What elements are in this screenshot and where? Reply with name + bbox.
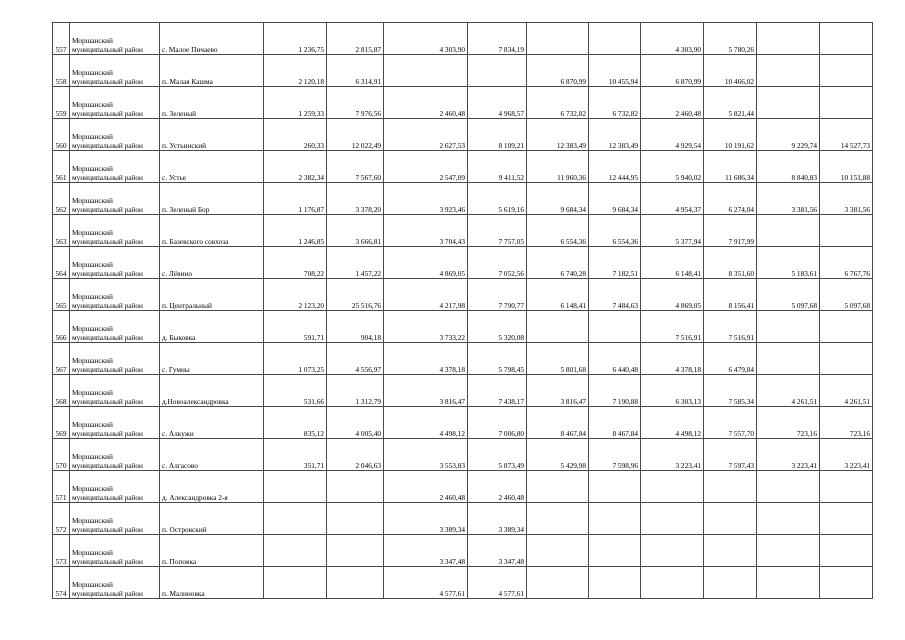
value-cell-c4: 7 790,77 <box>468 279 527 311</box>
value-cell-c10: 4 261,51 <box>820 375 873 407</box>
value-cell-c3: 2 627,53 <box>384 119 468 151</box>
value-cell-c4: 4 577,61 <box>468 567 527 599</box>
value-cell-c2: 7 976,56 <box>327 87 384 119</box>
value-cell-c7: 6 870,99 <box>641 55 704 87</box>
value-cell-c5: 8 467,84 <box>527 407 589 439</box>
row-number-cell: 566 <box>53 311 70 343</box>
value-cell-c3: 4 217,98 <box>384 279 468 311</box>
value-cell-c8 <box>704 567 757 599</box>
value-cell-c8: 10 466,02 <box>704 55 757 87</box>
value-cell-c5: 6 732,82 <box>527 87 589 119</box>
value-cell-c4: 7 757,05 <box>468 215 527 247</box>
row-number-cell: 565 <box>53 279 70 311</box>
value-cell-c8: 7 585,34 <box>704 375 757 407</box>
table-row <box>53 247 873 279</box>
value-cell-c10 <box>820 215 873 247</box>
row-number-cell: 574 <box>53 567 70 599</box>
value-cell-c1 <box>264 567 327 599</box>
value-cell-c6 <box>589 503 641 535</box>
settlement-cell: с. Лёвино <box>160 247 264 279</box>
settlement-cell: п. Центральный <box>160 279 264 311</box>
value-cell-c5: 6 740,28 <box>527 247 589 279</box>
value-cell-c1: 1 246,85 <box>264 215 327 247</box>
settlement-cell: п. Поповка <box>160 535 264 567</box>
settlement-cell: д.Новоалександровка <box>160 375 264 407</box>
value-cell-c2 <box>327 535 384 567</box>
value-cell-c10: 723,16 <box>820 407 873 439</box>
value-cell-c10 <box>820 567 873 599</box>
district-cell: Моршанский муниципальный район <box>70 151 160 183</box>
value-cell-c1: 2 123,20 <box>264 279 327 311</box>
value-cell-c9: 723,16 <box>757 407 820 439</box>
district-cell: Моршанский муниципальный район <box>70 119 160 151</box>
value-cell-c3 <box>384 55 468 87</box>
value-cell-c10 <box>820 503 873 535</box>
value-cell-c4: 3 347,48 <box>468 535 527 567</box>
value-cell-c4: 7 006,80 <box>468 407 527 439</box>
value-cell-c3: 4 577,61 <box>384 567 468 599</box>
row-number-cell: 572 <box>53 503 70 535</box>
value-cell-c10: 3 381,56 <box>820 183 873 215</box>
value-cell-c2: 12 022,49 <box>327 119 384 151</box>
value-cell-c5: 6 554,36 <box>527 215 589 247</box>
value-cell-c8: 11 686,34 <box>704 151 757 183</box>
row-number-cell: 570 <box>53 439 70 471</box>
table-row <box>53 375 873 407</box>
value-cell-c9 <box>757 215 820 247</box>
value-cell-c3: 3 389,34 <box>384 503 468 535</box>
value-cell-c9: 3 381,56 <box>757 183 820 215</box>
value-cell-c5 <box>527 535 589 567</box>
district-cell: Моршанский муниципальный район <box>70 375 160 407</box>
value-cell-c3: 4 498,12 <box>384 407 468 439</box>
value-cell-c3: 3 704,43 <box>384 215 468 247</box>
value-cell-c6: 12 444,95 <box>589 151 641 183</box>
value-cell-c2: 2 815,87 <box>327 23 384 55</box>
value-cell-c6 <box>589 471 641 503</box>
value-cell-c10: 10 151,88 <box>820 151 873 183</box>
district-cell: Моршанский муниципальный район <box>70 343 160 375</box>
table-row <box>53 567 873 599</box>
value-cell-c6: 10 455,94 <box>589 55 641 87</box>
value-cell-c5: 6 148,41 <box>527 279 589 311</box>
value-cell-c5 <box>527 567 589 599</box>
value-cell-c5 <box>527 23 589 55</box>
value-cell-c9 <box>757 567 820 599</box>
value-cell-c8 <box>704 503 757 535</box>
value-cell-c1: 260,33 <box>264 119 327 151</box>
value-cell-c9: 5 183,61 <box>757 247 820 279</box>
row-number-cell: 557 <box>53 23 70 55</box>
row-number-cell: 558 <box>53 55 70 87</box>
value-cell-c2 <box>327 503 384 535</box>
value-cell-c6 <box>589 535 641 567</box>
value-cell-c6: 6 440,48 <box>589 343 641 375</box>
row-number-cell: 563 <box>53 215 70 247</box>
value-cell-c3: 2 547,09 <box>384 151 468 183</box>
value-cell-c9 <box>757 23 820 55</box>
value-cell-c8: 10 191,62 <box>704 119 757 151</box>
table-row <box>53 183 873 215</box>
value-cell-c7 <box>641 535 704 567</box>
value-cell-c6 <box>589 311 641 343</box>
value-cell-c4 <box>468 55 527 87</box>
value-cell-c6: 6 732,82 <box>589 87 641 119</box>
district-cell: Моршанский муниципальный район <box>70 279 160 311</box>
value-cell-c5: 6 870,99 <box>527 55 589 87</box>
value-cell-c6 <box>589 567 641 599</box>
row-number-cell: 573 <box>53 535 70 567</box>
row-number-cell: 571 <box>53 471 70 503</box>
district-cell: Моршанский муниципальный район <box>70 471 160 503</box>
row-number-cell: 567 <box>53 343 70 375</box>
value-cell-c7 <box>641 567 704 599</box>
settlement-cell: п. Малая Кашма <box>160 55 264 87</box>
value-cell-c3: 3 733,22 <box>384 311 468 343</box>
value-cell-c4: 7 438,17 <box>468 375 527 407</box>
settlement-cell: с. Алгасово <box>160 439 264 471</box>
value-cell-c1 <box>264 471 327 503</box>
value-cell-c3: 3 347,48 <box>384 535 468 567</box>
value-cell-c6: 8 467,84 <box>589 407 641 439</box>
value-cell-c8: 8 156,41 <box>704 279 757 311</box>
value-cell-c2: 25 516,76 <box>327 279 384 311</box>
value-cell-c8: 5 780,26 <box>704 23 757 55</box>
district-cell: Моршанский муниципальный район <box>70 215 160 247</box>
value-cell-c5: 5 429,98 <box>527 439 589 471</box>
district-cell: Моршанский муниципальный район <box>70 183 160 215</box>
value-cell-c3: 2 460,48 <box>384 87 468 119</box>
district-cell: Моршанский муниципальный район <box>70 407 160 439</box>
value-cell-c9 <box>757 55 820 87</box>
value-cell-c4: 9 411,52 <box>468 151 527 183</box>
value-cell-c8 <box>704 535 757 567</box>
value-cell-c1: 1 259,33 <box>264 87 327 119</box>
value-cell-c3: 3 923,46 <box>384 183 468 215</box>
value-cell-c2: 4 005,40 <box>327 407 384 439</box>
value-cell-c1: 2 120,18 <box>264 55 327 87</box>
value-cell-c8: 7 597,43 <box>704 439 757 471</box>
table-row <box>53 471 873 503</box>
value-cell-c10 <box>820 535 873 567</box>
value-cell-c6: 9 684,34 <box>589 183 641 215</box>
settlement-cell: п. Зеленый <box>160 87 264 119</box>
value-cell-c1: 531,66 <box>264 375 327 407</box>
table-row <box>53 87 873 119</box>
value-cell-c4: 5 873,49 <box>468 439 527 471</box>
value-cell-c9 <box>757 471 820 503</box>
data-table <box>52 22 873 599</box>
table-row <box>53 215 873 247</box>
row-number-cell: 569 <box>53 407 70 439</box>
value-cell-c8: 6 274,04 <box>704 183 757 215</box>
value-cell-c10 <box>820 343 873 375</box>
value-cell-c2: 3 378,20 <box>327 183 384 215</box>
district-cell: Моршанский муниципальный район <box>70 87 160 119</box>
value-cell-c1: 591,71 <box>264 311 327 343</box>
value-cell-c9 <box>757 535 820 567</box>
value-cell-c10 <box>820 23 873 55</box>
value-cell-c10 <box>820 311 873 343</box>
value-cell-c6: 7 484,63 <box>589 279 641 311</box>
value-cell-c5 <box>527 503 589 535</box>
value-cell-c7: 4 929,54 <box>641 119 704 151</box>
table-row <box>53 535 873 567</box>
value-cell-c7: 4 954,37 <box>641 183 704 215</box>
value-cell-c5: 11 960,36 <box>527 151 589 183</box>
row-number-cell: 559 <box>53 87 70 119</box>
settlement-cell: п. Устьинский <box>160 119 264 151</box>
value-cell-c1: 1 073,25 <box>264 343 327 375</box>
value-cell-c7: 6 303,13 <box>641 375 704 407</box>
settlement-cell: п. Малиновка <box>160 567 264 599</box>
value-cell-c5 <box>527 311 589 343</box>
value-cell-c9 <box>757 343 820 375</box>
value-cell-c7: 4 869,05 <box>641 279 704 311</box>
value-cell-c10 <box>820 471 873 503</box>
district-cell: Моршанский муниципальный район <box>70 23 160 55</box>
value-cell-c4: 7 052,56 <box>468 247 527 279</box>
district-cell: Моршанский муниципальный район <box>70 503 160 535</box>
value-cell-c5: 3 816,47 <box>527 375 589 407</box>
settlement-cell: с. Малое Пичаево <box>160 23 264 55</box>
value-cell-c7: 7 516,91 <box>641 311 704 343</box>
value-cell-c4: 5 798,45 <box>468 343 527 375</box>
value-cell-c7: 5 377,94 <box>641 215 704 247</box>
value-cell-c1: 1 236,75 <box>264 23 327 55</box>
district-cell: Моршанский муниципальный район <box>70 247 160 279</box>
value-cell-c10: 3 223,41 <box>820 439 873 471</box>
value-cell-c1: 2 382,34 <box>264 151 327 183</box>
settlement-cell: п. Базевского совхоза <box>160 215 264 247</box>
value-cell-c8: 6 479,84 <box>704 343 757 375</box>
settlement-cell: с. Алкужи <box>160 407 264 439</box>
value-cell-c7: 5 940,02 <box>641 151 704 183</box>
value-cell-c2: 1 312,79 <box>327 375 384 407</box>
value-cell-c7: 6 148,41 <box>641 247 704 279</box>
value-cell-c6: 7 182,51 <box>589 247 641 279</box>
table-row <box>53 151 873 183</box>
value-cell-c5 <box>527 471 589 503</box>
value-cell-c7 <box>641 503 704 535</box>
table-row <box>53 279 873 311</box>
district-cell: Моршанский муниципальный район <box>70 535 160 567</box>
value-cell-c3: 3 553,83 <box>384 439 468 471</box>
row-number-cell: 568 <box>53 375 70 407</box>
value-cell-c4: 4 968,57 <box>468 87 527 119</box>
value-cell-c10 <box>820 55 873 87</box>
value-cell-c3: 4 378,18 <box>384 343 468 375</box>
value-cell-c2 <box>327 567 384 599</box>
value-cell-c8: 7 516,91 <box>704 311 757 343</box>
value-cell-c8: 7 557,70 <box>704 407 757 439</box>
district-cell: Моршанский муниципальный район <box>70 55 160 87</box>
value-cell-c10: 5 097,68 <box>820 279 873 311</box>
table-row <box>53 119 873 151</box>
district-cell: Моршанский муниципальный район <box>70 311 160 343</box>
value-cell-c6 <box>589 23 641 55</box>
settlement-cell: д. Александровка 2-я <box>160 471 264 503</box>
settlement-cell: п. Островский <box>160 503 264 535</box>
value-cell-c1 <box>264 503 327 535</box>
value-cell-c5: 9 684,34 <box>527 183 589 215</box>
value-cell-c9: 9 229,74 <box>757 119 820 151</box>
value-cell-c2: 1 457,22 <box>327 247 384 279</box>
settlement-cell: п. Зеленый Бор <box>160 183 264 215</box>
table-row <box>53 407 873 439</box>
value-cell-c6: 6 554,36 <box>589 215 641 247</box>
value-cell-c7: 3 223,41 <box>641 439 704 471</box>
value-cell-c5: 5 801,68 <box>527 343 589 375</box>
value-cell-c9: 3 223,41 <box>757 439 820 471</box>
value-cell-c4: 5 619,16 <box>468 183 527 215</box>
value-cell-c6: 12 383,49 <box>589 119 641 151</box>
value-cell-c7 <box>641 471 704 503</box>
value-cell-c9: 4 261,51 <box>757 375 820 407</box>
value-cell-c2: 2 046,63 <box>327 439 384 471</box>
row-number-cell: 561 <box>53 151 70 183</box>
row-number-cell: 562 <box>53 183 70 215</box>
value-cell-c2: 4 556,97 <box>327 343 384 375</box>
value-cell-c1: 1 176,87 <box>264 183 327 215</box>
table-row <box>53 311 873 343</box>
value-cell-c6: 7 598,96 <box>589 439 641 471</box>
value-cell-c6: 7 190,88 <box>589 375 641 407</box>
value-cell-c3: 4 869,05 <box>384 247 468 279</box>
value-cell-c3: 2 460,48 <box>384 471 468 503</box>
table-row <box>53 343 873 375</box>
value-cell-c7: 4 378,18 <box>641 343 704 375</box>
value-cell-c9: 8 840,83 <box>757 151 820 183</box>
district-cell: Моршанский муниципальный район <box>70 567 160 599</box>
value-cell-c9 <box>757 503 820 535</box>
value-cell-c8: 8 351,60 <box>704 247 757 279</box>
value-cell-c2 <box>327 471 384 503</box>
value-cell-c1: 708,22 <box>264 247 327 279</box>
value-cell-c2: 904,18 <box>327 311 384 343</box>
value-cell-c1: 835,12 <box>264 407 327 439</box>
row-number-cell: 560 <box>53 119 70 151</box>
value-cell-c9: 5 097,68 <box>757 279 820 311</box>
table-row <box>53 23 873 55</box>
value-cell-c4: 3 389,34 <box>468 503 527 535</box>
value-cell-c10: 14 527,73 <box>820 119 873 151</box>
value-cell-c7: 4 498,12 <box>641 407 704 439</box>
value-cell-c8 <box>704 471 757 503</box>
value-cell-c10: 6 767,76 <box>820 247 873 279</box>
table-row <box>53 439 873 471</box>
value-cell-c10 <box>820 87 873 119</box>
value-cell-c8: 5 821,44 <box>704 87 757 119</box>
value-cell-c4: 5 320,08 <box>468 311 527 343</box>
settlement-cell: с. Гумны <box>160 343 264 375</box>
table-row <box>53 503 873 535</box>
value-cell-c9 <box>757 87 820 119</box>
value-cell-c1: 351,71 <box>264 439 327 471</box>
value-cell-c2: 7 567,60 <box>327 151 384 183</box>
value-cell-c4: 2 460,48 <box>468 471 527 503</box>
table-row <box>53 55 873 87</box>
district-cell: Моршанский муниципальный район <box>70 439 160 471</box>
value-cell-c7: 2 460,48 <box>641 87 704 119</box>
value-cell-c3: 4 303,90 <box>384 23 468 55</box>
value-cell-c4: 7 834,19 <box>468 23 527 55</box>
value-cell-c2: 3 666,81 <box>327 215 384 247</box>
value-cell-c4: 8 109,21 <box>468 119 527 151</box>
value-cell-c9 <box>757 311 820 343</box>
value-cell-c1 <box>264 535 327 567</box>
settlement-cell: с. Устье <box>160 151 264 183</box>
value-cell-c7: 4 303,90 <box>641 23 704 55</box>
settlement-cell: д. Быковка <box>160 311 264 343</box>
value-cell-c8: 7 917,99 <box>704 215 757 247</box>
value-cell-c3: 3 816,47 <box>384 375 468 407</box>
row-number-cell: 564 <box>53 247 70 279</box>
value-cell-c2: 6 314,91 <box>327 55 384 87</box>
value-cell-c5: 12 383,49 <box>527 119 589 151</box>
